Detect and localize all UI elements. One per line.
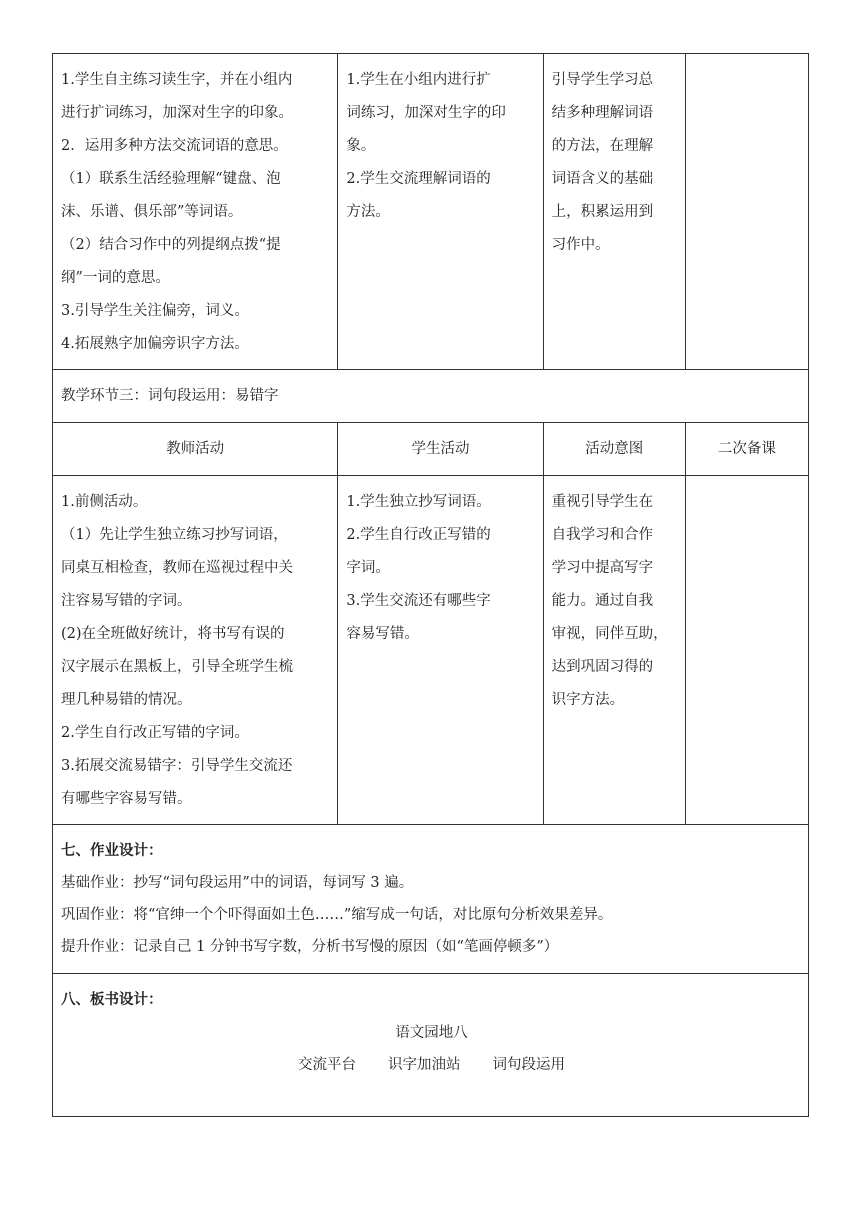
text-line: 的方法，在理解 xyxy=(551,138,654,154)
section2-intent-cell xyxy=(543,54,685,370)
text-line: 进行扩词练习，加深对生字的印象。 xyxy=(61,105,293,121)
header-student-activity: 学生活动 xyxy=(338,423,543,476)
section2-notes-cell xyxy=(685,54,808,370)
text-line: 4.拓展熟字加偏旁识字方法。 xyxy=(61,336,249,352)
text-line: 审视，同伴互助， xyxy=(551,626,668,642)
activity-intent-text xyxy=(544,54,685,270)
teacher-activity-text xyxy=(53,476,337,824)
lesson-plan-table xyxy=(52,53,809,1117)
section3-student-cell xyxy=(338,476,543,825)
section2-teacher-cell xyxy=(53,54,338,370)
section3-title: 教学环节三：词句段运用：易错字 xyxy=(53,370,809,423)
text-line: 理几种易错的情况。 xyxy=(61,692,192,708)
text-line: 汉字展示在黑板上，引导全班学生梳 xyxy=(61,659,293,675)
board-item-literacy: 识字加油站 xyxy=(388,1057,461,1073)
text-line: 1.学生自主练习读生字，并在小组内 xyxy=(61,72,293,88)
section3-intent-cell xyxy=(543,476,685,825)
text-line: 沫、乐谱、俱乐部”等词语。 xyxy=(61,204,243,220)
header-second-prep: 二次备课 xyxy=(685,423,808,476)
text-line: 注容易写错的字词。 xyxy=(61,593,192,609)
board-item-exchange: 交流平台 xyxy=(298,1057,356,1073)
text-line: （1）先让学生独立练习抄写词语， xyxy=(61,527,288,543)
text-line: 纲”一词的意思。 xyxy=(61,270,170,286)
text-line: 字词。 xyxy=(346,560,390,576)
homework-basic: 基础作业：抄写“词句段运用”中的词语，每词写 3 遍。 xyxy=(61,875,414,891)
board-items xyxy=(61,1049,802,1081)
student-activity-text xyxy=(338,54,542,237)
section3-notes-cell xyxy=(685,476,808,825)
text-line: 能力。通过自我 xyxy=(551,593,654,609)
section3-header-row xyxy=(53,423,809,476)
text-line: 同桌互相检查，教师在巡视过程中关 xyxy=(61,560,293,576)
board-heading: 八、板书设计： xyxy=(61,992,163,1008)
homework-advanced: 提升作业：记录自己 1 分钟书写字数，分析书写慢的原因（如“笔画停顿多”） xyxy=(61,939,559,955)
section2-student-cell xyxy=(338,54,543,370)
text-line: 重视引导学生在 xyxy=(551,494,654,510)
student-activity-text xyxy=(338,476,542,659)
text-line: 方法。 xyxy=(346,204,390,220)
text-line: 结多种理解词语 xyxy=(551,105,654,121)
homework-heading: 七、作业设计： xyxy=(61,843,163,859)
text-line: 1.前侧活动。 xyxy=(61,494,148,510)
text-line: 识字方法。 xyxy=(551,692,625,708)
board-design-cell xyxy=(53,974,809,1117)
board-item-usage: 词句段运用 xyxy=(492,1057,565,1073)
text-line: 2.学生自行改正写错的字词。 xyxy=(61,725,249,741)
board-title: 语文园地八 xyxy=(395,1025,468,1041)
section3-teacher-cell xyxy=(53,476,338,825)
text-line: 象。 xyxy=(346,138,376,154)
homework-row xyxy=(53,825,809,974)
homework-consolidate: 巩固作业：将“官绅一个个吓得面如土色……”缩写成一句话，对比原句分析效果差异。 xyxy=(61,907,613,923)
text-line: 引导学生学习总 xyxy=(551,72,654,88)
text-line: （1）联系生活经验理解“键盘、泡 xyxy=(61,171,281,187)
text-line: （2）结合习作中的列提纲点拨“提 xyxy=(61,237,281,253)
text-line: 3.学生交流还有哪些字 xyxy=(346,593,491,609)
text-line: 2.学生自行改正写错的 xyxy=(346,527,491,543)
text-line: 习作中。 xyxy=(551,237,610,253)
text-line: 达到巩固习得的 xyxy=(551,659,654,675)
text-line: 1.学生独立抄写词语。 xyxy=(346,494,491,510)
text-line: 容易写错。 xyxy=(346,626,419,642)
section2-activity-row xyxy=(53,54,809,370)
section3-title-row xyxy=(53,370,809,423)
lesson-plan-sheet xyxy=(52,53,809,1117)
text-line: 词练习，加深对生字的印 xyxy=(346,105,506,121)
text-line: 上，积累运用到 xyxy=(551,204,654,220)
text-line: 1.学生在小组内进行扩 xyxy=(346,72,491,88)
header-teacher-activity: 教师活动 xyxy=(53,423,338,476)
text-line: 有哪些字容易写错。 xyxy=(61,791,192,807)
text-line: 2．运用多种方法交流词语的意思。 xyxy=(61,138,288,154)
board-design-row xyxy=(53,974,809,1117)
text-line: (2)在全班做好统计，将书写有误的 xyxy=(61,626,285,642)
activity-intent-text xyxy=(544,476,685,725)
text-line: 词语含义的基础 xyxy=(551,171,654,187)
text-line: 自我学习和合作 xyxy=(551,527,654,543)
section3-activity-row xyxy=(53,476,809,825)
text-line: 3.拓展交流易错字：引导学生交流还 xyxy=(61,758,293,774)
teacher-activity-text xyxy=(53,54,337,369)
text-line: 3.引导学生关注偏旁，词义。 xyxy=(61,303,249,319)
text-line: 学习中提高写字 xyxy=(551,560,654,576)
text-line: 2.学生交流理解词语的 xyxy=(346,171,491,187)
header-activity-intent: 活动意图 xyxy=(543,423,685,476)
homework-cell xyxy=(53,825,809,974)
